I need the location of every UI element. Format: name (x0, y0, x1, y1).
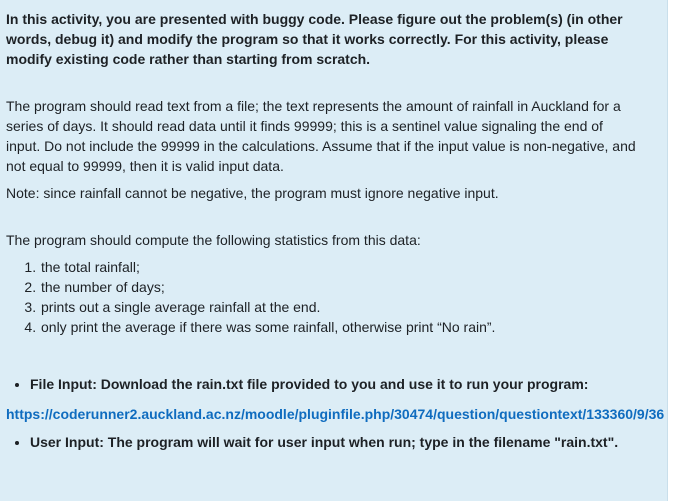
user-input-item: • User Input: The program will wait for user input when run; type in the filename "rain.txt". (30, 432, 666, 452)
description-paragraph: The program should read text from a file; the text represents the amount of rainfall in Auckland for a series of days. It should read data until it finds 99999; this is a sentinel value signaling the end of input. Do not include the 99999 in the calculations. Assume that if the input value is non-negative, and not equal to 99999, then it is valid input data. (6, 98, 636, 174)
spacer (6, 203, 666, 230)
input-list-user (6, 432, 666, 452)
note-paragraph: Note: since rainfall cannot be negative, the program must ignore negative input. (6, 185, 499, 201)
file-input-item: • File Input: Download the rain.txt file provided to you and use it to run your program: (30, 374, 666, 394)
stats-intro: The program should compute the following statistics from this data: (6, 232, 421, 248)
stats-list (6, 257, 666, 337)
intro-paragraph: In this activity, you are presented with buggy code. Please figure out the problem(s) (in other words, debug it) and modify the program so that it works correctly. For this activity, please modify existing code rather than starting from scratch. (6, 11, 623, 67)
input-list-file (6, 374, 666, 394)
stats-item-total: 1. the total rainfall; (40, 257, 666, 277)
stats-item-days: 2. the number of days; (40, 277, 666, 297)
spacer (6, 69, 666, 96)
stats-item-no-rain: 4. only print the average if there was some rainfall, otherwise print “No rain”. (40, 317, 666, 337)
stats-item-average: 3. prints out a single average rainfall at the end. (40, 297, 666, 317)
rain-file-link[interactable]: https://coderunner2.auckland.ac.nz/moodle/pluginfile.php/30474/question/questiontext/133360/9/36 (6, 406, 665, 422)
